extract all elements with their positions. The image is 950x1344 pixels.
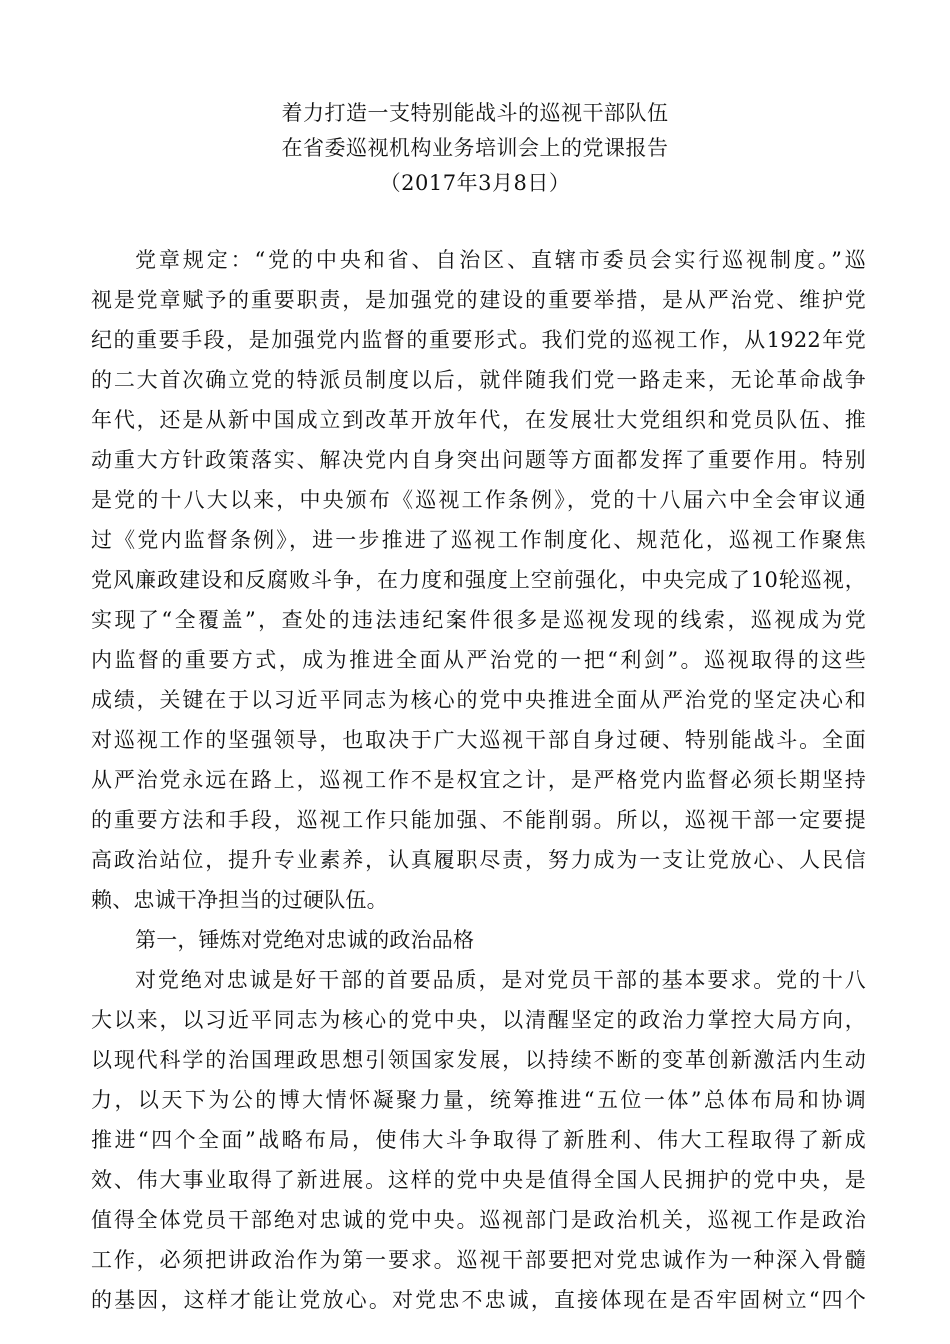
- paragraph-line: 是党的十八大以来，中央颁布《巡视工作条例》，党的十八届六中全会审议通: [91, 488, 866, 512]
- title-block: [0, 96, 950, 201]
- paragraph-line: 实现了“全覆盖”，查处的违法违纪案件很多是巡视发现的线索，巡视成为党: [91, 608, 866, 632]
- paragraph-line: 以现代科学的治国理政思想引领国家发展，以持续不断的变革创新激活内生动: [91, 1048, 866, 1072]
- document-date: （2017年3月8日）: [379, 171, 571, 195]
- paragraph-line: 党风廉政建设和反腐败斗争，在力度和强度上空前强化，中央完成了10轮巡视，: [91, 568, 866, 592]
- paragraph-line: 推进“四个全面”战略布局，使伟大斗争取得了新胜利、伟大工程取得了新成: [91, 1128, 866, 1152]
- paragraph-line: 的重要方法和手段，巡视工作只能加强、不能削弱。所以，巡视干部一定要提: [91, 808, 866, 832]
- paragraph-line: 成绩，关键在于以习近平同志为核心的党中央推进全面从严治党的坚定决心和: [91, 688, 866, 712]
- paragraph-line: 效、伟大事业取得了新进展。这样的党中央是值得全国人民拥护的党中央，是: [91, 1168, 866, 1192]
- paragraph-line: 高政治站位，提升专业素养，认真履职尽责，努力成为一支让党放心、人民信: [91, 848, 866, 872]
- document-body: [91, 240, 866, 1320]
- paragraph-line: 动重大方针政策落实、解决党内自身突出问题等方面都发挥了重要作用。特别: [91, 448, 866, 472]
- document-title: 着力打造一支特别能战斗的巡视干部队伍: [281, 101, 669, 125]
- paragraph-line: 年代，还是从新中国成立到改革开放年代，在发展壮大党组织和党员队伍、推: [91, 408, 866, 432]
- paragraph-line: 的基因，这样才能让党放心。对党忠不忠诚，直接体现在是否牢固树立“四个: [91, 1288, 866, 1312]
- paragraph-line: 力，以天下为公的博大情怀凝聚力量，统筹推进“五位一体”总体布局和协调: [91, 1088, 866, 1112]
- paragraph-line: 内监督的重要方式，成为推进全面从严治党的一把“利剑”。巡视取得的这些: [91, 648, 866, 672]
- paragraph-line: 视是党章赋予的重要职责，是加强党的建设的重要举措，是从严治党、维护党: [91, 288, 866, 312]
- paragraph-line: 纪的重要手段，是加强党内监督的重要形式。我们党的巡视工作，从1922年党: [91, 328, 866, 352]
- paragraph-line: 从严治党永远在路上，巡视工作不是权宜之计，是严格党内监督必须长期坚持: [91, 768, 866, 792]
- paragraph-line: 过《党内监督条例》，进一步推进了巡视工作制度化、规范化，巡视工作聚焦: [91, 528, 866, 552]
- document-subtitle: 在省委巡视机构业务培训会上的党课报告: [281, 136, 669, 160]
- section-heading: 第一，锤炼对党绝对忠诚的政治品格: [135, 928, 475, 952]
- paragraph-line: 值得全体党员干部绝对忠诚的党中央。巡视部门是政治机关，巡视工作是政治: [91, 1208, 866, 1232]
- paragraph-line: 对党绝对忠诚是好干部的首要品质，是对党员干部的基本要求。党的十八: [135, 968, 866, 992]
- paragraph-line: 党章规定：“党的中央和省、自治区、直辖市委员会实行巡视制度。”巡: [135, 248, 866, 272]
- paragraph-line: 赖、忠诚干净担当的过硬队伍。: [91, 888, 388, 912]
- paragraph-line: 工作，必须把讲政治作为第一要求。巡视干部要把对党忠诚作为一种深入骨髓: [91, 1248, 866, 1272]
- paragraph-line: 的二大首次确立党的特派员制度以后，就伴随我们党一路走来，无论革命战争: [91, 368, 866, 392]
- paragraph-line: 对巡视工作的坚强领导，也取决于广大巡视干部自身过硬、特别能战斗。全面: [91, 728, 866, 752]
- paragraph-line: 大以来，以习近平同志为核心的党中央，以清醒坚定的政治力掌控大局方向，: [91, 1008, 866, 1032]
